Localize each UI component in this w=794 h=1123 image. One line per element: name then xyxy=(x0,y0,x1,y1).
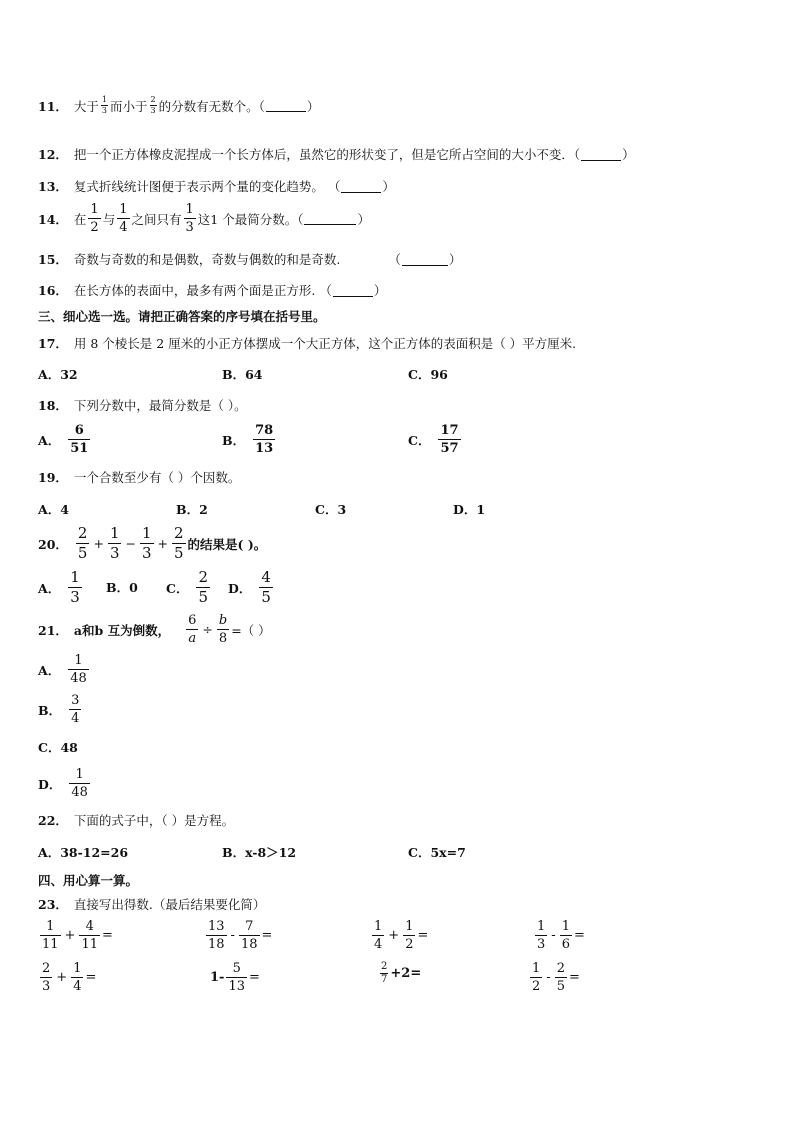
calc-expression-8 xyxy=(528,962,580,993)
q20-c-fraction: $\frac{2}{5}$ xyxy=(198,568,208,606)
fraction: $\frac{2}{5}$ xyxy=(556,961,565,994)
q21-option-d[interactable] xyxy=(38,768,92,799)
question-20 xyxy=(38,526,266,561)
option-label: B． xyxy=(38,702,62,718)
q18-option-c[interactable] xyxy=(408,424,463,455)
q17-option-c[interactable]: C．96 xyxy=(408,367,448,382)
q20-fraction-2: $\frac{1}{3}$ xyxy=(109,524,120,562)
q19-text: 一个合数至少有（ ）个因数。 xyxy=(73,470,241,485)
q23-text: 直接写出得数.（最后结果要化简） xyxy=(73,897,266,912)
question-22 xyxy=(38,811,234,829)
option-label: A． xyxy=(38,432,61,448)
q21-d-fraction: $\frac{1}{48}$ xyxy=(71,767,88,800)
operator: - xyxy=(551,928,556,943)
calc-expression-4 xyxy=(533,920,585,951)
calc-expression-2 xyxy=(204,920,272,951)
calc-expression-5 xyxy=(38,962,96,993)
q18-text: 下列分数中，最简分数是（ ）。 xyxy=(73,398,247,413)
q17-text: 用 8 个棱长是 2 厘米的小正方体摆成一个大正方体，这个正方体的表面积是（ ）平方厘米. xyxy=(73,336,577,351)
section-4-heading: 四、用心算一算。 xyxy=(38,873,139,888)
q22-text: 下面的式子中，（ ）是方程。 xyxy=(73,813,235,828)
q20-option-c[interactable] xyxy=(166,570,212,605)
q18-c-fraction: $\frac{17}{57}$ xyxy=(440,423,459,456)
fraction: $\frac{2}{7}$ xyxy=(381,961,388,985)
question-number: 14． xyxy=(38,211,68,227)
q22-option-b[interactable]: B．x-8＞12 xyxy=(222,845,297,860)
operator: + xyxy=(64,928,76,943)
q14-fraction-3: $\frac{1}{3}$ xyxy=(185,202,194,235)
q21-b-fraction: $\frac{3}{4}$ xyxy=(71,693,80,726)
q18-b-fraction: $\frac{78}{13}$ xyxy=(255,423,274,456)
question-12 xyxy=(38,145,635,163)
q13-text: 复式折线统计图便于表示两个量的变化趋势。 （ xyxy=(73,179,341,194)
q18-option-b[interactable] xyxy=(222,424,277,455)
q21-text: a和b 互为倒数， xyxy=(73,622,171,638)
q20-fraction-4: $\frac{2}{5}$ xyxy=(174,524,184,562)
q14-text-c: 之间只有 xyxy=(131,211,182,227)
option-label: A． xyxy=(38,662,61,678)
fraction: $\frac{1}{6}$ xyxy=(561,919,570,952)
calc-expression-1 xyxy=(38,920,113,951)
close-paren: ） xyxy=(382,179,395,194)
fraction: $\frac{1}{4}$ xyxy=(374,919,383,952)
equals-sign: = xyxy=(102,928,113,943)
option-label: D． xyxy=(38,776,62,792)
q21-tail-text: =（ ） xyxy=(231,622,271,638)
equals-sign: = xyxy=(85,970,97,985)
close-paren: ） xyxy=(373,283,387,298)
operator: - xyxy=(546,970,551,985)
q22-option-c[interactable]: C．5x=7 xyxy=(408,845,466,860)
plus-sign: + xyxy=(93,536,104,551)
q20-fraction-3: $\frac{1}{3}$ xyxy=(141,524,152,562)
answer-blank[interactable] xyxy=(266,99,306,112)
q14-text-a: 在 xyxy=(73,211,87,227)
answer-blank[interactable] xyxy=(304,212,356,225)
q21-fraction-1: $\frac{6}{a}$ xyxy=(188,613,197,646)
answer-blank[interactable] xyxy=(402,253,448,266)
q11-text-mid: 而小于 xyxy=(110,98,148,114)
calc-expression-3 xyxy=(370,920,428,951)
question-17 xyxy=(38,334,576,352)
equals-sign: = xyxy=(249,970,260,985)
q17-option-a[interactable]: A．32 xyxy=(38,367,78,382)
question-number: 15． xyxy=(38,252,68,267)
q18-option-a[interactable] xyxy=(38,424,92,455)
question-number: 19． xyxy=(38,470,68,485)
question-number: 22． xyxy=(38,813,68,828)
question-number: 23． xyxy=(38,897,68,912)
plus-sign: + xyxy=(157,536,168,551)
q18-a-fraction: $\frac{6}{51}$ xyxy=(70,423,89,456)
q12-text: 把一个正方体橡皮泥捏成一个长方体后，虽然它的形状变了，但是它所占空间的大小不变．（ xyxy=(73,147,581,162)
question-21 xyxy=(38,614,271,645)
fraction: $\frac{1}{2}$ xyxy=(532,961,541,994)
question-23 xyxy=(38,895,265,913)
equals-sign: = xyxy=(261,928,273,943)
close-paren: ） xyxy=(357,211,370,227)
fraction: $\frac{2}{3}$ xyxy=(42,961,51,994)
q20-fraction-1: $\frac{2}{5}$ xyxy=(77,524,88,562)
fraction: $\frac{1}{2}$ xyxy=(405,919,414,952)
q19-option-c[interactable]: C．3 xyxy=(315,502,347,517)
q15-text: 奇数与奇数的和是偶数，奇数与偶数的和是奇数. xyxy=(73,252,341,267)
q20-option-a[interactable] xyxy=(38,570,84,605)
q14-text-d: 这1 个最简分数。（ xyxy=(197,211,304,227)
question-number: 17． xyxy=(38,336,68,351)
q11-fraction-2: $\frac{2}{3}$ xyxy=(150,95,156,115)
q19-option-a[interactable]: A．4 xyxy=(38,502,69,517)
question-number: 20． xyxy=(38,536,68,552)
equals-sign: = xyxy=(573,928,585,943)
q14-fraction-1: $\frac{1}{2}$ xyxy=(90,202,99,235)
q21-a-fraction: $\frac{1}{48}$ xyxy=(70,653,87,686)
question-number: 16． xyxy=(38,283,68,298)
divide-sign: ÷ xyxy=(202,622,213,637)
q17-option-b[interactable]: B．64 xyxy=(222,367,263,382)
q19-option-d[interactable]: D．1 xyxy=(453,502,486,517)
q14-text-b: 与 xyxy=(102,211,116,227)
question-13 xyxy=(38,177,395,195)
question-number: 13． xyxy=(38,179,68,194)
operator: + xyxy=(388,928,400,943)
close-paren: ） xyxy=(306,98,320,114)
equals-sign: = xyxy=(568,970,580,985)
option-label: B． xyxy=(222,432,246,448)
fraction: $\frac{1}{11}$ xyxy=(42,919,59,952)
fraction: $\frac{4}{11}$ xyxy=(81,919,98,952)
answer-blank[interactable] xyxy=(333,284,373,297)
question-15 xyxy=(38,250,461,268)
tail-text: +2= xyxy=(390,966,422,981)
answer-blank[interactable] xyxy=(341,180,381,193)
question-number: 11． xyxy=(38,98,68,114)
question-11 xyxy=(38,96,319,115)
q21-option-a[interactable] xyxy=(38,654,91,685)
calc-expression-7 xyxy=(378,962,421,985)
q11-fraction-1: $\frac{1}{3}$ xyxy=(101,95,108,115)
fraction: $\frac{1}{3}$ xyxy=(537,919,546,952)
q20-d-fraction: $\frac{4}{5}$ xyxy=(261,568,271,606)
question-16 xyxy=(38,281,386,299)
prefix-text: 1- xyxy=(210,970,225,985)
option-label: A． xyxy=(38,580,61,596)
q20-option-d[interactable] xyxy=(228,570,275,605)
q21-option-c[interactable]: C．48 xyxy=(38,740,78,755)
fraction: $\frac{13}{18}$ xyxy=(208,919,225,952)
answer-blank[interactable] xyxy=(581,148,621,161)
q16-text: 在长方体的表面中，最多有两个面是正方形. （ xyxy=(73,283,332,298)
calc-expression-6 xyxy=(210,962,260,993)
equals-sign: = xyxy=(417,928,429,943)
option-label: C． xyxy=(408,432,431,448)
close-paren: ） xyxy=(622,147,635,162)
q21-option-b[interactable] xyxy=(38,694,83,725)
question-number: 12． xyxy=(38,147,68,162)
operator: + xyxy=(56,970,68,985)
option-label: D． xyxy=(228,580,252,596)
question-18 xyxy=(38,396,247,414)
fraction: $\frac{7}{18}$ xyxy=(240,919,258,952)
minus-sign: − xyxy=(125,536,136,551)
q14-fraction-2: $\frac{1}{4}$ xyxy=(119,202,128,235)
open-paren: （ xyxy=(388,252,401,267)
q19-option-b[interactable]: B．2 xyxy=(176,502,208,517)
section-3-heading: 三、细心选一选。请把正确答案的序号填在括号里。 xyxy=(38,309,326,324)
q22-option-a[interactable]: A．38-12=26 xyxy=(38,845,129,860)
question-number: 21． xyxy=(38,622,68,638)
q21-fraction-2: $\frac{b}{8}$ xyxy=(218,613,228,646)
question-number: 18． xyxy=(38,398,68,413)
operator: - xyxy=(230,928,235,943)
close-paren: ） xyxy=(448,252,462,267)
fraction: $\frac{5}{13}$ xyxy=(228,961,245,994)
q11-text-pre: 大于 xyxy=(73,98,99,114)
q20-a-fraction: $\frac{1}{3}$ xyxy=(70,568,80,606)
option-label: C． xyxy=(166,580,189,596)
question-19 xyxy=(38,468,240,486)
fraction: $\frac{1}{4}$ xyxy=(73,961,82,994)
q20-option-b[interactable]: B．0 xyxy=(106,580,138,595)
question-14 xyxy=(38,203,370,234)
q11-text-post: 的分数有无数个。（ xyxy=(158,98,265,114)
q20-tail-text: 的结果是( )。 xyxy=(187,536,267,552)
